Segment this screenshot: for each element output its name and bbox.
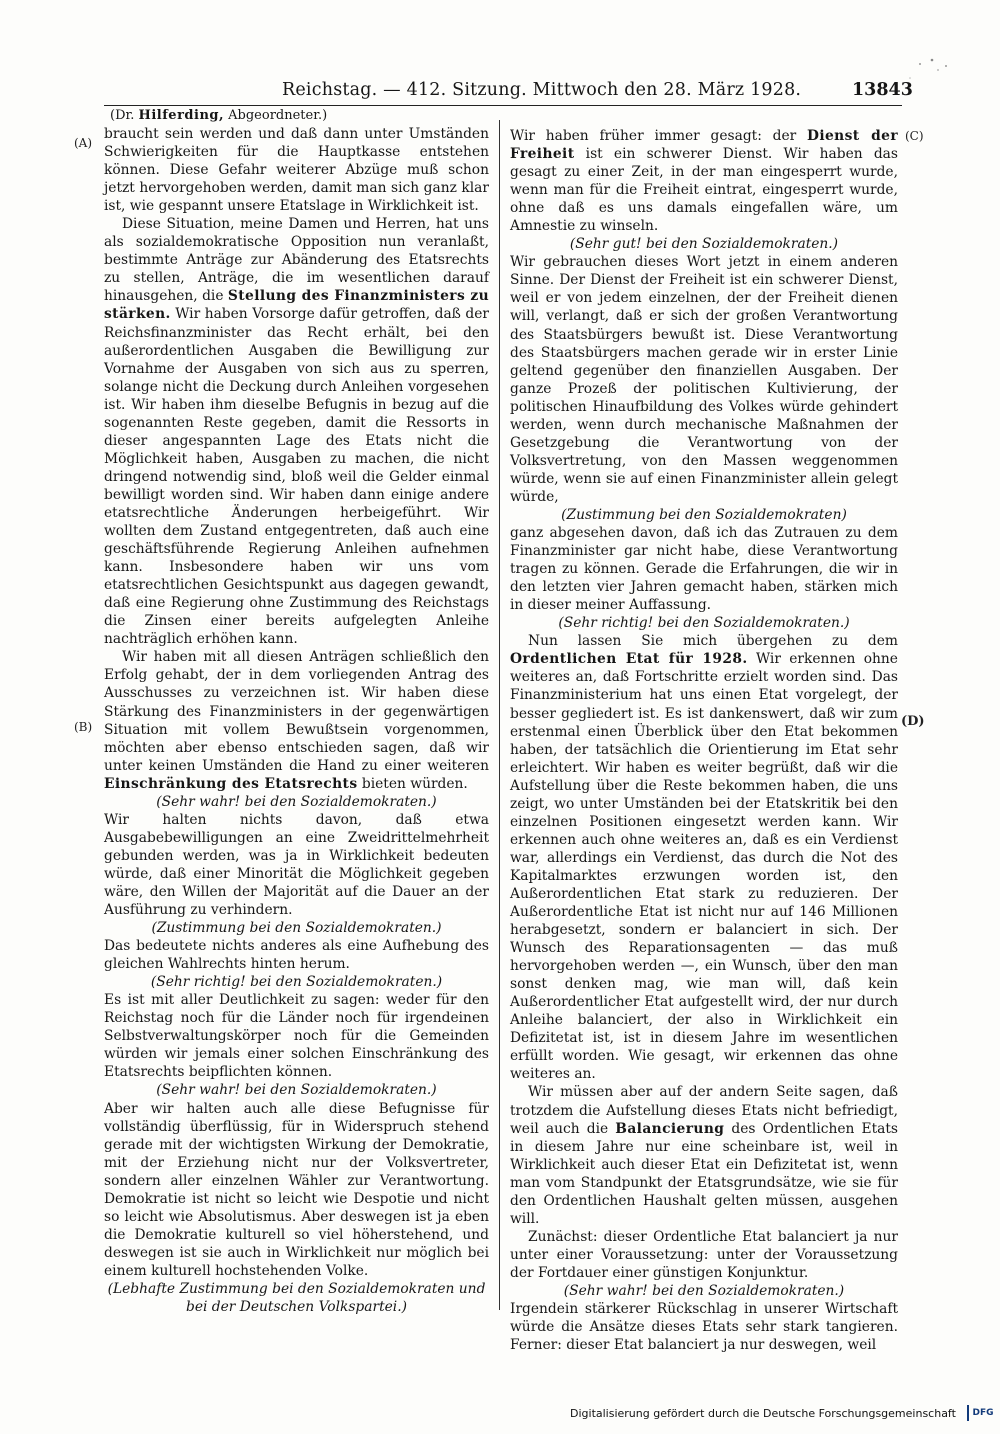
text-run: Wir müssen aber auf der andern Seite sagen, daß trotzdem die Aufstellung dieses Etats nicht befriedigt, weil auch die <box>510 1084 898 1137</box>
reaction-line: (Zustimmung bei den Sozialdemokraten.) <box>151 920 442 937</box>
page-number: 13843 <box>852 80 913 100</box>
paragraph <box>510 1083 898 1227</box>
emphasized-text: Einschränkung des Etatsrechts <box>104 775 358 792</box>
emphasized-text: Stellung des Finanzministers zu stärken. <box>104 288 490 323</box>
reaction-line: (Sehr wahr! bei den Sozialdemokraten.) <box>563 1283 845 1299</box>
speaker-line <box>104 107 489 125</box>
emphasized-text: Balancierung <box>615 1120 725 1137</box>
paragraph <box>104 937 489 973</box>
dfg-logo: DFG <box>967 1405 997 1421</box>
paragraph <box>510 1228 898 1282</box>
running-title: Reichstag. — 412. Sitzung. Mittwoch den 28. März 1928. <box>282 80 802 100</box>
left-column <box>104 107 489 1316</box>
paragraph <box>510 253 898 506</box>
paragraph <box>104 811 489 919</box>
paragraph <box>104 215 489 648</box>
text-run: ganz abgesehen davon, daß ich das Zutrauen zu dem Finanzminister gar nicht habe, diese Verantwortung tragen zu können. Gerade die Erfahrungen, die wir in den letzten vier Jahren gemacht haben, stärken mich in dieser meiner Auffassung. <box>510 525 898 614</box>
text-run: des Ordentlichen Etats in diesem Jahre nur eine scheinbare ist, weil in Wirklichkeit auch dieser Etat ein Defizitetat ist, wenn man vom Standpunkt der Etatsgrundsätze, wie sie für den Ordentlichen Haushalt gelten müssen, ausgehen will. <box>510 1120 898 1227</box>
margin-marker-a: (A) <box>74 136 93 150</box>
text-run: Aber wir halten auch alle diese Befugnisse für vollständig überflüssig, für in Widerspruch stehend gerade mit der wichtigsten Wirkung der Demokratie, mit der Erziehung nicht nur der Volksvertreter, sondern aller einzelnen Wähler zur Verantwortung. Demokratie ist nicht so leicht wie Despotie und nicht so leicht wie Absolutismus. Aber deswegen ist ja eben die Demokratie kulturell so viel höherstehend, und deswegen ist sie auch in Wirklichkeit nur möglich bei einem kulturell hochstehenden Volke. <box>104 1100 489 1279</box>
text-run: Wir halten nichts davon, daß etwa Ausgabebewilligungen an eine Zweidrittelmehrheit gebunden werden, was ja in Wirklichkeit bedeuten würde, daß einer Minorität die Möglichkeit gegeben wäre, den Willen der Majorität auf die Dauer an der Ausführung zu verhindern. <box>104 811 489 919</box>
paragraph <box>510 632 898 1083</box>
reaction-line: (Sehr richtig! bei den Sozialdemokraten.) <box>150 974 443 991</box>
text-run: bieten würden. <box>357 775 468 792</box>
paragraph <box>104 991 489 1081</box>
paragraph <box>510 524 898 614</box>
header-rule <box>104 105 902 106</box>
paragraph <box>510 127 898 235</box>
text-run: ist ein schwerer Dienst. Wir haben das gesagt zu einer Zeit, in der man eingesperrt wurde, wenn man für die Freiheit eintrat, eingesperrt wurde, ohne daß es uns damals eingefallen wäre, um Amnestie zu winseln. <box>510 146 898 235</box>
text-run: Zunächst: dieser Ordentliche Etat balanciert ja nur unter einer Voraussetzung: unter der Voraussetzung der Fortdauer einer günstigen Konjunktur. <box>510 1228 898 1281</box>
margin-marker-c: (C) <box>905 129 924 143</box>
speaker-open: (Dr. <box>110 108 139 123</box>
text-run: Nun lassen Sie mich übergehen zu dem <box>528 633 898 650</box>
margin-marker-b: (B) <box>74 720 93 734</box>
reaction-line: (Sehr wahr! bei den Sozialdemokraten.) <box>156 793 437 810</box>
paragraph <box>104 125 489 215</box>
text-run: Wir gebrauchen dieses Wort jetzt in einem anderen Sinne. Der Dienst der Freiheit ist ein schwerer Dienst, weil er von jedem einzelnen, der der Freiheit dienen will, verlangt, daß er sich der großen Verantwortung des Staatsbürgers bewußt ist. Diese Verantwortung des Staatsbürgers machen gerade wir in erster Linie geltend gegenüber den finanziellen Ausgaben. Der ganze Prozeß der politischen Kultivierung, der politischen Hinaufbildung des Volkes würde gehindert werden, wenn durch mechanische Maßnahmen der Gesetzgebung die Verantwortung von der Volksvertretung, von den Massen weggenommen würde, wenn sie auf einen Finanzminister allein gelegt würde, <box>510 254 898 505</box>
paragraph <box>104 648 489 792</box>
text-run: Wir erkennen ohne weiteres an, daß Fortschritte erzielt worden sind. Das Finanzministerium hat uns einen Etat vorgelegt, der besser gegliedert ist. Es ist dankenswert, daß wir zum erstenmal einen Überblick über den Etat bekommen haben, der tatsächlich die Orientierung im Etat sehr erleichtert. Wir haben es weiter begrüßt, daß wir die Aufstellung über die Reste bekommen haben, die uns zeigt, wo unter Umständen bei der Etatskritik bei den einzelnen Positionen eingesetzt werden kann. Wir erkennen auch ohne weiteres an, daß es ein Verdienst war, allerdings ein Verdienst, das durch die Not des Kapitalmarktes erzwungen worden ist, den Außerordentlichen Etat stark zu reduzieren. Der Außerordentliche Etat ist nicht nur auf 146 Millionen herabgesetzt, sondern er balanciert in sich. Der Wunsch des Reparationsagenten — das muß hervorgehoben werden —, ein Wunsch, über den man sonst denken mag, wie man will, daß kein Außerordentlicher Etat aufgestellt wird, der nur durch Anleihe balanciert, der also in Wirklichkeit ein Defizitetat ist, ist in diesem Jahre im wesentlichen erfüllt worden. Wie gesagt, wir erkennen das ohne weiteres an. <box>510 651 898 1083</box>
page-header <box>0 76 1000 106</box>
text-run: Das bedeutete nichts anderes als eine Aufhebung des gleichen Wahlrechts hinten herum. <box>104 938 489 973</box>
margin-marker-d: (D) <box>901 714 925 729</box>
text-run: Wir haben früher immer gesagt: der <box>510 128 807 144</box>
right-column <box>510 127 898 1354</box>
speaker-name: Hilferding, <box>138 108 225 123</box>
reaction-line: (Sehr gut! bei den Sozialdemokraten.) <box>569 236 839 253</box>
paragraph <box>510 1300 898 1354</box>
emphasized-text: Ordentlichen Etat für 1928. <box>510 651 748 668</box>
text-run: Wir haben Vorsorge dafür getroffen, daß der Reichsfinanzminister das Recht erhält, bei den außerordentlichen Ausgaben die Bewilligung zur Vornahme der Ausgaben von sich aus zu sperren, solange nicht die Deckung durch Anleihen vorgesehen ist. Wir haben ihm dieselbe Befugnis in bezug auf die sogenannten Reste gegeben, damit die Ressorts in dieser angespannten Lage des Etats nicht die Möglichkeit haben, Ausgaben zu machen, die nicht dringend notwendig sind, bloß weil die Gelder einmal bewilligt worden sind. Wir haben dann einige andere etatsrechtliche Änderungen herbeigeführt. Wir wollten dem Zustand entgegentreten, daß auch eine geschäftsführende Regierung Anleihen aufnehmen kann. Insbesondere haben wir uns vom etatsrechtlichen Gesichtspunkt aus dagegen gewandt, daß eine Regierung ohne Zustimmung des Reichstags die Zinsen einer bereits aufgelegten Anleihe nachträglich erhöhen kann. <box>104 306 489 648</box>
text-run: Diese Situation, meine Damen und Herren, hat uns als sozialdemokratische Opposition nun veranlaßt, bestimmte Anträge zur Abänderung des Etatsrechts zu stellen, Anträge, die im wesentlichen darauf hinausgehen, die <box>104 216 489 305</box>
text-run: Irgendein stärkerer Rückschlag in unserer Wirtschaft würde die Ansätze dieses Etats sehr stark tangieren. Ferner: dieser Etat balanciert ja nur deswegen, weil <box>510 1301 898 1354</box>
column-divider <box>499 120 500 1310</box>
reaction-line: (Zustimmung bei den Sozialdemokraten) <box>561 506 847 523</box>
paragraph <box>104 1100 489 1280</box>
reaction-line: (Sehr richtig! bei den Sozialdemokraten.) <box>558 615 850 632</box>
text-run: braucht sein werden und daß dann unter Umständen Schwierigkeiten für die Hauptkasse entstehen können. Diese Gefahr weiterer Abzüge muß schon jetzt hervorgehoben werden, damit man sich ganz klar ist, wie gespannt unsere Etatslage in Wirklichkeit ist. <box>104 126 489 215</box>
speaker-role: Abgeordneter.) <box>224 108 328 123</box>
digitization-credit: Digitalisierung gefördert durch die Deutsche Forschungsgemeinschaft <box>570 1407 956 1420</box>
reaction-line: (Lebhafte Zustimmung bei den Sozialdemokraten und bei der Deutschen Volkspartei.) <box>107 1281 486 1316</box>
emphasized-text: Dienst der Freiheit <box>510 128 898 163</box>
reaction-line: (Sehr wahr! bei den Sozialdemokraten.) <box>156 1082 437 1099</box>
text-run: Es ist mit aller Deutlichkeit zu sagen: weder für den Reichstag noch für die Länder noch für irgendeinen Selbstverwaltungskörper noch für die Gemeinden würden wir jemals einer solchen Einschränkung des Etatsrechts beipflichten können. <box>104 992 489 1081</box>
text-run: Wir haben mit all diesen Anträgen schließlich den Erfolg gehabt, der in dem vorliegenden Antrag des Ausschusses zu verzeichnen ist. Wir haben diese Stärkung des Finanzministers in der gegenwärtigen Situation mit vollem Bewußtsein vorgenommen, möchten aber ebenso entschieden sagen, daß wir unter keinen Umständen die Hand zu einer weiteren <box>104 649 489 774</box>
